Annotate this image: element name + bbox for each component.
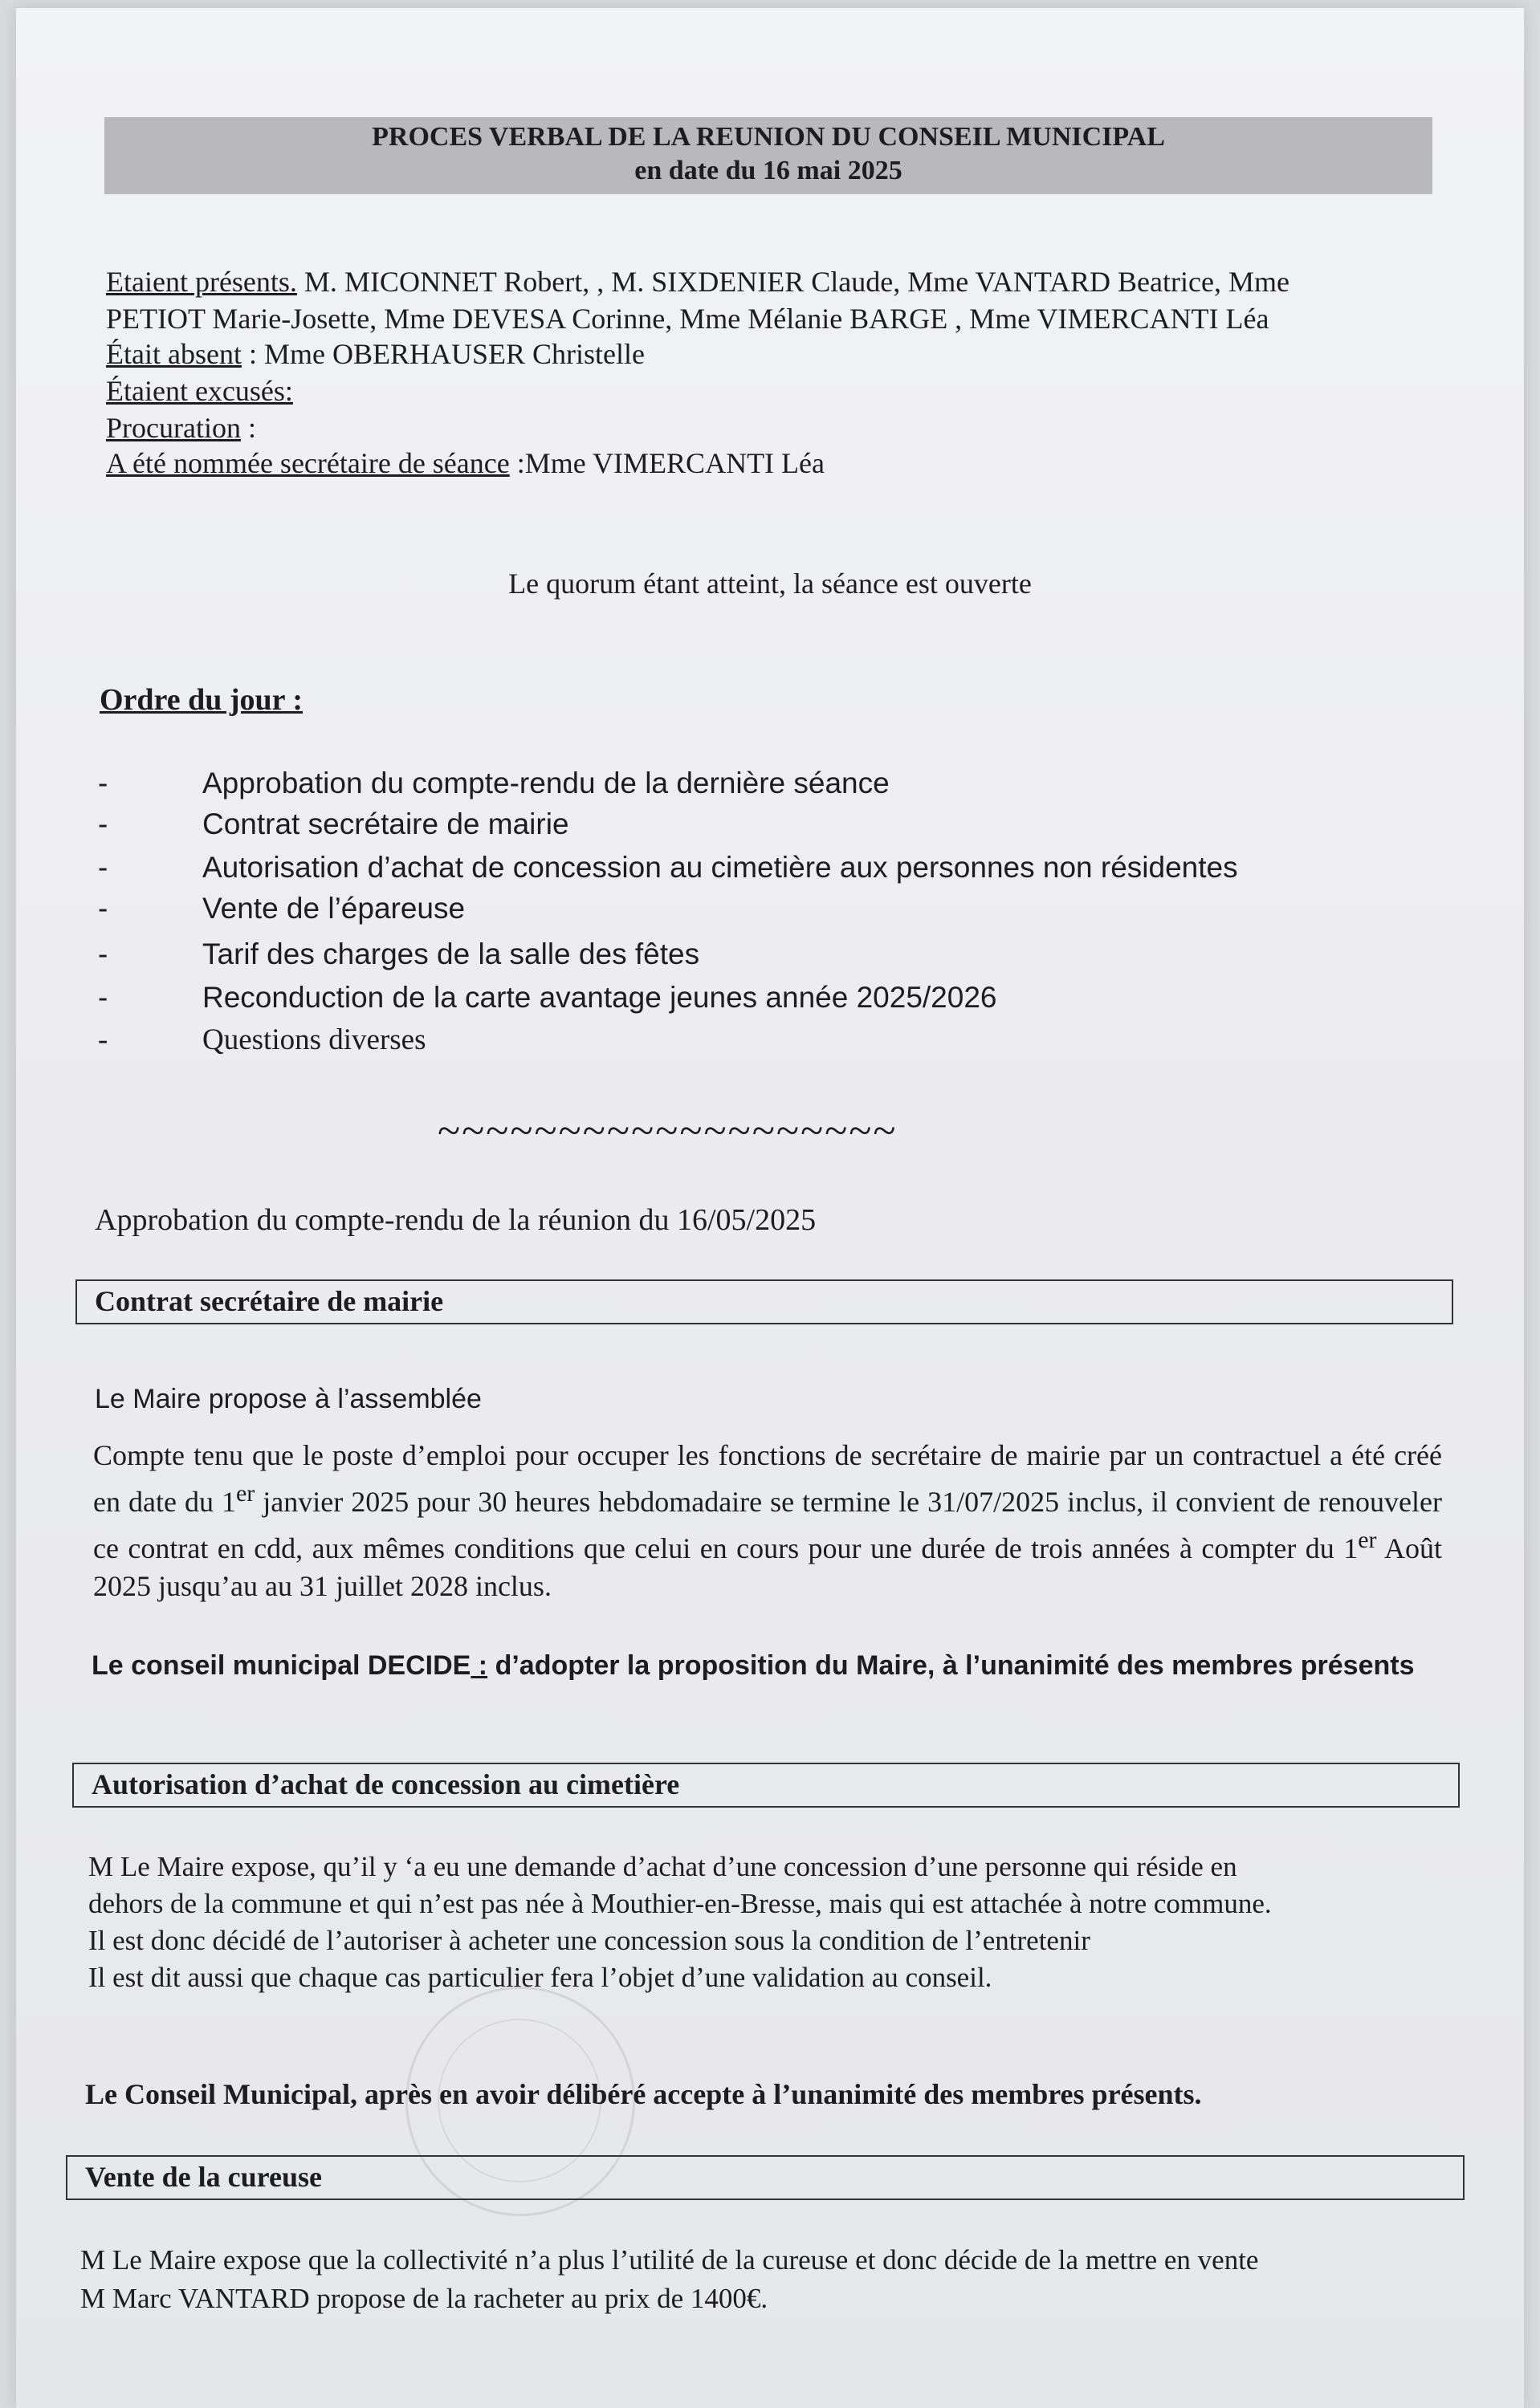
agenda-item: Autorisation d’achat de concession au cimetière aux personnes non résidentes [202, 851, 1238, 884]
decision-text-a: Le conseil municipal DECIDE [92, 1650, 471, 1681]
ordinal-sup: er [1358, 1527, 1377, 1553]
document-title-box [104, 117, 1432, 194]
contract-paragraph [93, 1437, 1442, 1605]
agenda-bullet: - [98, 938, 108, 970]
title-line-2: en date du 16 mai 2025 [634, 156, 902, 185]
agenda-bullet: - [98, 807, 108, 840]
quorum-text: Le quorum étant atteint, la séance est ouverte [508, 567, 1032, 600]
proxy-line [106, 411, 256, 445]
agenda-bullet: - [98, 767, 108, 799]
excused-label: Étaient excusés: [106, 375, 293, 407]
excused-line [106, 374, 293, 408]
agenda-item: Contrat secrétaire de mairie [202, 807, 569, 840]
proxy-value: : [240, 412, 256, 444]
title-line-1: PROCES VERBAL DE LA REUNION DU CONSEIL MUNICIPAL [372, 122, 1165, 152]
sale-line-1: M Le Maire expose que la collectivité n’a plus l’utilité de la cureuse et donc décide de la mettre en vente [80, 2244, 1259, 2276]
ordinal-sup: er [235, 1480, 255, 1507]
cemetery-line-2: dehors de la commune et qui n’est pas née à Mouthier-en-Bresse, mais qui est attachée à notre commune. [88, 1888, 1272, 1919]
agenda-bullet: - [98, 851, 108, 884]
agenda-item: Reconduction de la carte avantage jeunes année 2025/2026 [202, 981, 997, 1014]
present-line-2: PETIOT Marie-Josette, Mme DEVESA Corinne, Mme Mélanie BARGE , Mme VIMERCANTI Léa [106, 303, 1269, 335]
section-header-contract: Contrat secrétaire de mairie [75, 1279, 1453, 1324]
contract-text-b: janvier 2025 pour 30 heures hebdomadaire se termine le 31/07/2025 inclus, il convient de renouveler ce contrat en cdd, aux mêmes conditions que celui en cours pour une durée de trois années à compter du 1 [93, 1486, 1442, 1564]
approval-text: Approbation du compte-rendu de la réunion du 16/05/2025 [95, 1203, 817, 1237]
absent-value: : Mme OBERHAUSER Christelle [241, 338, 645, 370]
absent-line [106, 337, 645, 371]
separator-tildes: ~~~~~~~~~~~~~~~~~~~ [438, 1108, 898, 1154]
agenda-bullet: - [98, 892, 108, 925]
agenda-item: Vente de l’épareuse [202, 892, 466, 925]
secretary-value: :Mme VIMERCANTI Léa [509, 447, 825, 479]
contract-intro: Le Maire propose à l’assemblée [95, 1384, 482, 1414]
decision-text-b: d’adopter la proposition du Maire, à l’unanimité des membres présents [487, 1650, 1415, 1681]
present-label: Etaient présents. [106, 266, 297, 298]
secretary-line [106, 446, 825, 480]
absent-label: Était absent [106, 338, 242, 370]
contract-decision [92, 1645, 1440, 1686]
agenda-item: Approbation du compte-rendu de la dernière séance [202, 767, 890, 799]
contract-text-c: Août 2025 jusqu’au au 31 juillet 2028 inclus. [93, 1532, 1442, 1602]
section-header-cemetery: Autorisation d’achat de concession au cimetière [72, 1763, 1460, 1808]
agenda-item: Tarif des charges de la salle des fêtes [202, 938, 700, 970]
agenda-bullet: - [98, 981, 108, 1014]
contract-text-a: Compte tenu que le poste d’emploi pour occuper les fonctions de secrétaire de mairie par un contractuel a été créé en date du 1 [93, 1439, 1442, 1518]
secretary-label: A été nommée secrétaire de séance [106, 447, 510, 479]
proxy-label: Procuration [106, 412, 241, 444]
sale-line-2: M Marc VANTARD propose de la racheter au prix de 1400€. [80, 2283, 768, 2314]
agenda-item: Questions diverses [202, 1023, 426, 1056]
section-header-sale: Vente de la cureuse [66, 2155, 1465, 2200]
cemetery-decision: Le Conseil Municipal, après en avoir délibéré accepte à l’unanimité des membres présents. [85, 2078, 1202, 2110]
present-line-1 [106, 265, 1289, 299]
agenda-bullet: - [98, 1023, 108, 1056]
decision-colon: : [471, 1650, 488, 1681]
cemetery-line-3: Il est donc décidé de l’autoriser à acheter une concession sous la condition de l’entretenir [88, 1925, 1090, 1956]
present-names-1: M. MICONNET Robert, , M. SIXDENIER Claude, Mme VANTARD Beatrice, Mme [296, 266, 1289, 298]
cemetery-line-4: Il est dit aussi que chaque cas particulier fera l’objet d’une validation au conseil. [88, 1962, 992, 1993]
agenda-heading: Ordre du jour : [100, 683, 303, 717]
cemetery-line-1: M Le Maire expose, qu’il y ‘a eu une demande d’achat d’une concession d’une personne qui réside en [88, 1851, 1237, 1882]
